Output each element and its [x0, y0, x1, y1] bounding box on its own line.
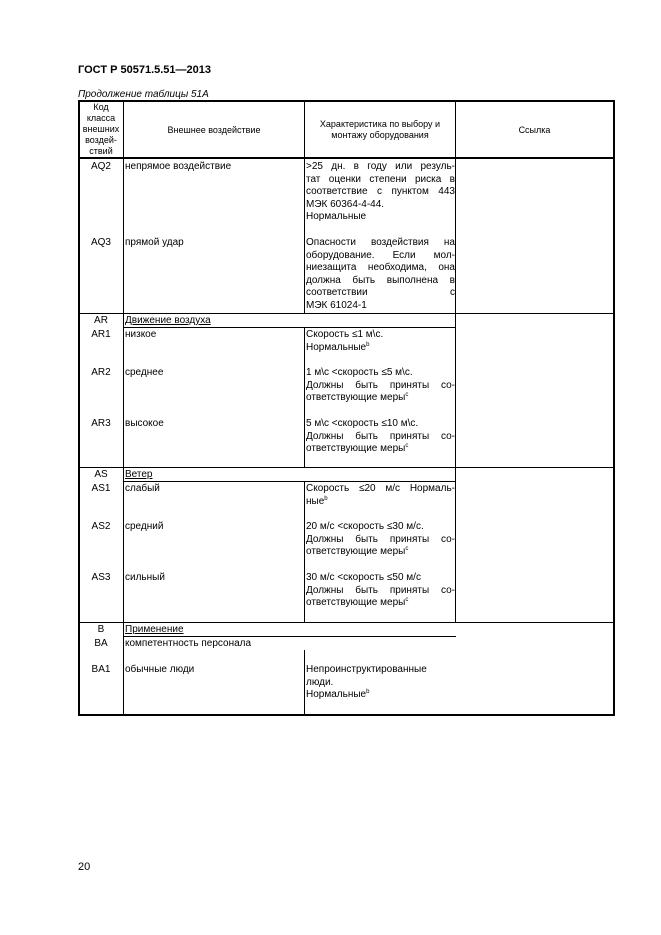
row-code-ar3: AR3	[91, 418, 111, 429]
page-number: 20	[78, 861, 91, 873]
column-header-code: Код класса внешних воздей- ствий	[82, 102, 120, 156]
row-char-ar2: 1 м\с <скорость ≤5 м\с. Должны быть приняты со- ответствующие меры$^c$	[306, 367, 455, 403]
row-char-as1: Скорость ≤20 м/с Нормаль- ные$^b$	[306, 483, 455, 507]
row-name-ar1: низкое	[125, 329, 157, 340]
row-name-ar2: среднее	[125, 367, 164, 378]
row-name-as3: сильный	[125, 572, 165, 583]
row-code-as: AS	[94, 469, 108, 480]
footnote-mark: b	[366, 689, 370, 695]
row-name-as1: слабый	[125, 483, 160, 494]
group-title-as: Ветер	[125, 469, 153, 480]
footnote-mark: c	[405, 443, 409, 449]
row-code-as1: AS1	[91, 483, 111, 494]
row-code-ar2: AR2	[91, 367, 111, 378]
row-char-ar3: 5 м\с <скорость ≤10 м\с. Должны быть приняты со- ответствующие меры$^c$	[306, 418, 455, 454]
row-name-ba: компетентность персонала	[125, 638, 252, 649]
footnote-mark: b	[366, 341, 370, 348]
row-name-aq2: непрямое воздействие	[125, 161, 232, 172]
row-code-ar1: AR1	[91, 329, 111, 340]
row-name-ar3: высокое	[125, 418, 164, 429]
row-code-ba: BA	[94, 638, 108, 649]
row-code-as2: AS2	[91, 521, 111, 532]
row-char-as3: 30 м/с <скорость ≤50 м/с Должны быть приняты со- ответствующие меры$^c$	[306, 572, 455, 608]
document-id: ГОСТ Р 50571.5.51—2013	[78, 64, 212, 76]
row-char-as2: 20 м/с <скорость ≤30 м/с. Должны быть приняты со- ответствующие меры$^c$	[306, 521, 455, 557]
row-code-ba1: BA1	[91, 664, 111, 675]
row-char-ba1: Непроинструктированные люди. Нормальные$^b$	[306, 664, 427, 700]
row-name-ba1: обычные люди	[125, 664, 195, 675]
row-code-aq3: AQ3	[90, 237, 111, 248]
row-code-b: B	[97, 624, 105, 635]
table-caption: Продолжение таблицы 51А	[78, 89, 209, 100]
footnote-mark: b	[324, 495, 328, 502]
group-title-ar: Движение воздуха	[125, 315, 211, 326]
row-name-aq3: прямой удар	[125, 237, 184, 248]
row-name-as2: средний	[125, 521, 164, 532]
footnote-mark: c	[405, 597, 409, 603]
row-code-ar: AR	[94, 315, 108, 326]
column-header-characteristic: Характеристика по выбору и монтажу оборудования	[319, 119, 441, 140]
row-char-ar1: Скорость ≤1 м\с. Нормальные$^b$	[306, 329, 384, 353]
column-header-reference: Ссылка	[518, 125, 551, 135]
row-code-as3: AS3	[91, 572, 111, 583]
column-header-influence: Внешнее воздействие	[167, 125, 261, 135]
row-char-aq2: >25 дн. в году или резуль- тат оценки степени риска в соответствие с пунктом 443 МЭК 60364-4-44. Нормальные	[306, 161, 455, 222]
group-title-b: Применение	[125, 624, 184, 635]
row-code-aq2: AQ2	[90, 161, 111, 172]
footnote-mark: c	[405, 392, 409, 398]
footnote-mark: c	[405, 546, 409, 552]
row-char-aq3: Опасности воздействия на оборудование. Если мол- ниезащита необходима, она должна быть выполнена в соответствии с МЭК 61024-1	[306, 237, 455, 311]
